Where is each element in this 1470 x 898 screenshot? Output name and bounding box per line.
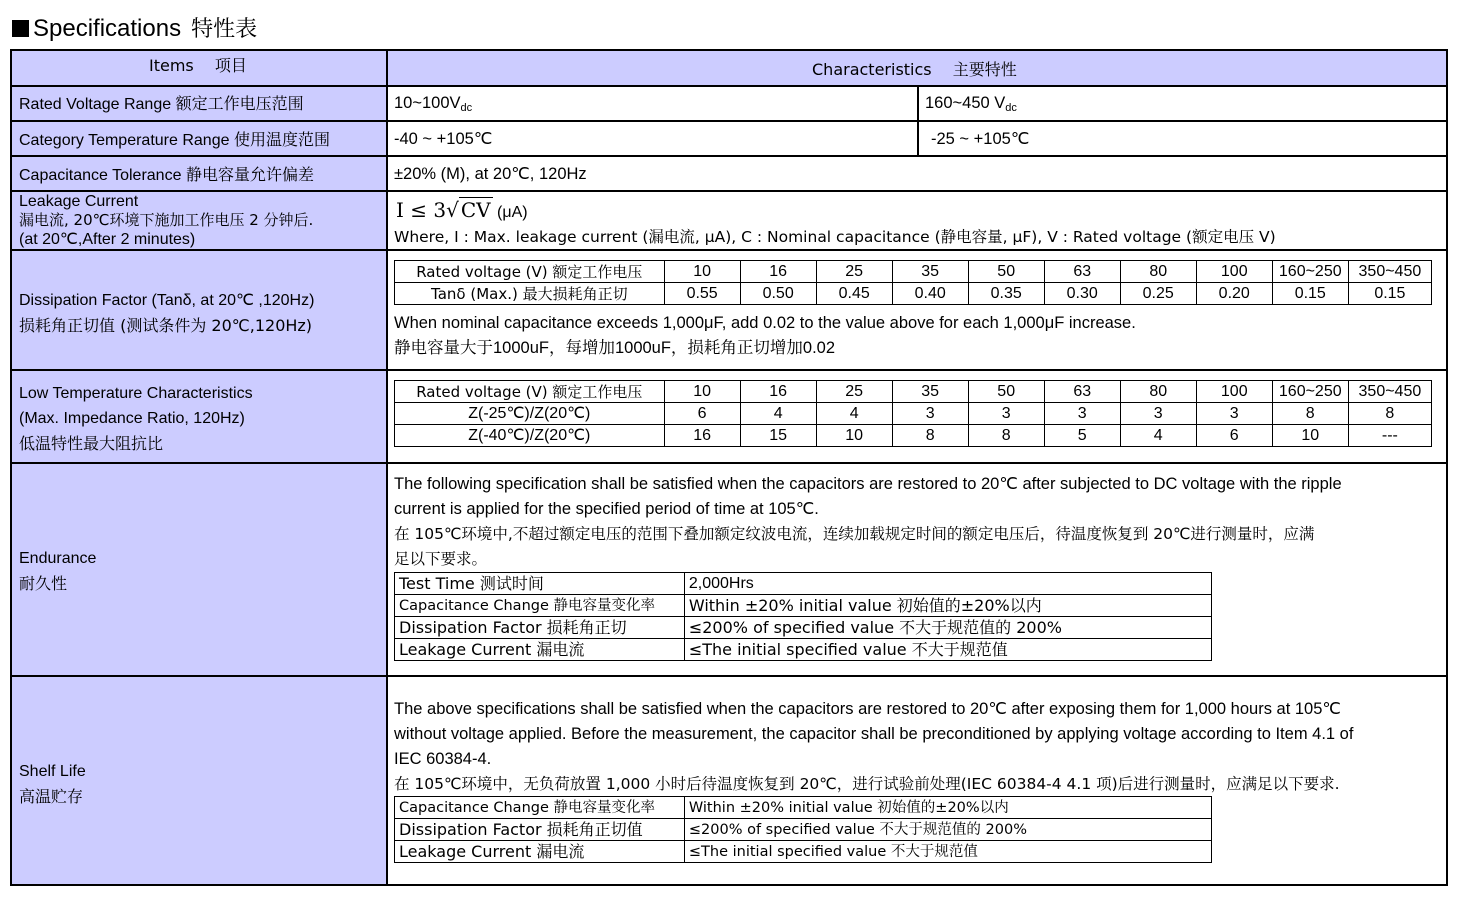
tan-cell: 0.25 xyxy=(1120,283,1196,305)
z25-cell: 8 xyxy=(1272,403,1348,425)
endurance-table xyxy=(394,572,1212,661)
shelf-value: ≤The initial specified value 不大于规范值 xyxy=(684,841,1211,863)
row-divider xyxy=(12,369,1446,371)
table-row xyxy=(395,617,1212,639)
column-divider xyxy=(386,51,388,884)
category-temp-low: -40 ~ +105℃ xyxy=(394,130,493,148)
z25-header: Z(-25℃)/Z(20℃) xyxy=(395,403,665,425)
z25-cell: 4 xyxy=(816,403,892,425)
voltage-cell: 160~250 xyxy=(1272,261,1348,283)
z40-cell: 5 xyxy=(1044,425,1120,447)
z40-cell: 15 xyxy=(740,425,816,447)
z25-cell: 6 xyxy=(664,403,740,425)
rated-voltage-high: 160~450 $V_{dc}$ xyxy=(925,94,1017,114)
voltage-cell: 63 xyxy=(1044,261,1120,283)
voltage-cell: 63 xyxy=(1044,381,1120,403)
table-row xyxy=(395,283,1432,305)
spec-table xyxy=(10,49,1448,886)
dissipation-label: Dissipation Factor (Tanδ, at 20℃ ,120Hz) 损耗角正切值 (测试条件为 20℃,120Hz) xyxy=(19,292,315,335)
dissipation-voltage-header: Rated voltage (V) 额定工作电压 xyxy=(395,261,665,283)
z40-cell: 8 xyxy=(968,425,1044,447)
low-temp-voltage-header: Rated voltage (V) 额定工作电压 xyxy=(395,381,665,403)
title-en: Specifications xyxy=(33,15,182,42)
dissipation-tan-header: Tanδ (Max.) 最大损耗角正切 xyxy=(395,283,665,305)
category-temp-high: -25 ~ +105℃ xyxy=(931,130,1030,148)
shelf-key: Leakage Current 漏电流 xyxy=(395,841,685,863)
voltage-cell: 80 xyxy=(1120,261,1196,283)
rated-voltage-label: Rated Voltage Range 额定工作电压范围 xyxy=(19,94,304,113)
tan-cell: 0.15 xyxy=(1348,283,1431,305)
cap-tolerance-value: ±20% (M), at 20℃, 120Hz xyxy=(394,165,587,183)
table-row xyxy=(395,425,1432,447)
z25-cell: 3 xyxy=(1044,403,1120,425)
cap-tolerance-label: Capacitance Tolerance 静电容量允许偏差 xyxy=(19,165,314,184)
voltage-cell: 10 xyxy=(664,381,740,403)
shelf-label: Shelf Life 高温贮存 xyxy=(19,763,86,806)
z25-cell: 4 xyxy=(740,403,816,425)
tan-cell: 0.40 xyxy=(892,283,968,305)
endurance-key: Capacitance Change 静电容量变化率 xyxy=(395,595,685,617)
shelf-table xyxy=(394,796,1212,863)
voltage-cell: 35 xyxy=(892,381,968,403)
shelf-key: Capacitance Change 静电容量变化率 xyxy=(395,797,685,819)
square-bullet-icon xyxy=(12,20,29,37)
rated-voltage-low: $10\sim 100V_{dc}$ xyxy=(394,94,473,114)
z25-cell: 3 xyxy=(892,403,968,425)
z25-cell: 3 xyxy=(1120,403,1196,425)
header-characteristics: Characteristics 主要特性 xyxy=(812,60,1017,79)
shelf-text: The above specifications shall be satisfied when the capacitors are restored to 20℃ after exposing them for 1,000 hours at 105℃ without voltage applied. Before the measurement, the capacitor shall be preconditioned by applying voltage according to Item 4.1 of IEC 60384-4. 在 105℃环境中，无负荷放置 1,000 小时后待温度恢复到 20℃，进行试验前处理(IEC 60384-4 4.1 项)后进行测量时，应满足以下要求. xyxy=(394,700,1354,793)
shelf-value: ≤200% of specified value 不大于规范值的 200% xyxy=(684,819,1211,841)
voltage-cell: 50 xyxy=(968,261,1044,283)
table-row xyxy=(395,797,1212,819)
endurance-value: 2,000Hrs xyxy=(684,573,1211,595)
voltage-cell: 50 xyxy=(968,381,1044,403)
z40-cell: 16 xyxy=(664,425,740,447)
z40-cell: 10 xyxy=(816,425,892,447)
z40-cell: 10 xyxy=(1272,425,1348,447)
leakage-formula: I ≤ 3√ CV (μA) xyxy=(396,198,528,222)
z40-cell: 4 xyxy=(1120,425,1196,447)
tan-cell: 0.30 xyxy=(1044,283,1120,305)
table-row xyxy=(395,261,1432,283)
row-divider xyxy=(12,249,1446,251)
endurance-key: Leakage Current 漏电流 xyxy=(395,639,685,661)
voltage-cell: 25 xyxy=(816,381,892,403)
dissipation-note: When nominal capacitance exceeds 1,000μF, add 0.02 to the value above for each 1,000μF increase. 静电容量大于1000uF，每增加1000uF，损耗角正切增加0.02 xyxy=(394,314,1136,357)
low-temp-table xyxy=(394,380,1432,447)
voltage-cell: 100 xyxy=(1196,381,1272,403)
endurance-value: Within ±20% initial value 初始值的±20%以内 xyxy=(684,595,1211,617)
dissipation-table xyxy=(394,260,1432,305)
voltage-cell: 350~450 xyxy=(1348,381,1431,403)
row-divider xyxy=(12,155,1446,157)
shelf-value: Within ±20% initial value 初始值的±20%以内 xyxy=(684,797,1211,819)
voltage-cell: 25 xyxy=(816,261,892,283)
z25-cell: 3 xyxy=(968,403,1044,425)
z40-header: Z(-40℃)/Z(20℃) xyxy=(395,425,665,447)
z40-cell: 8 xyxy=(892,425,968,447)
endurance-key: Test Time 测试时间 xyxy=(395,573,685,595)
table-row xyxy=(395,381,1432,403)
table-row xyxy=(395,573,1212,595)
voltage-cell: 160~250 xyxy=(1272,381,1348,403)
voltage-cell: 16 xyxy=(740,261,816,283)
endurance-key: Dissipation Factor 损耗角正切 xyxy=(395,617,685,639)
voltage-cell: 16 xyxy=(740,381,816,403)
row-divider xyxy=(12,462,1446,464)
table-row xyxy=(395,639,1212,661)
split-divider xyxy=(917,85,919,157)
tan-cell: 0.55 xyxy=(664,283,740,305)
table-row xyxy=(395,595,1212,617)
endurance-text: The following specification shall be satisfied when the capacitors are restored to 20℃ after subjected to DC voltage with the ripple current is applied for the specified period of time at 105℃. 在 105℃环境中,不超过额定电压的范围下叠加额定纹波电流，连续加载规定时间的额定电压后，待温度恢复到 20℃进行测量时，应满 足以下要求。 xyxy=(394,475,1342,568)
endurance-value: ≤The initial specified value 不大于规范值 xyxy=(684,639,1211,661)
voltage-cell: 10 xyxy=(664,261,740,283)
z40-cell: 6 xyxy=(1196,425,1272,447)
table-row xyxy=(395,403,1432,425)
header-items: Items 项目 xyxy=(149,56,247,75)
endurance-value: ≤200% of specified value 不大于规范值的 200% xyxy=(684,617,1211,639)
leakage-label: Leakage Current 漏电流, 20℃环境下施加工作电压 2 分钟后. (at 20℃,After 2 minutes) xyxy=(19,193,314,248)
page-title xyxy=(12,14,257,45)
table-row xyxy=(395,819,1212,841)
tan-cell: 0.15 xyxy=(1272,283,1348,305)
low-temp-label: Low Temperature Characteristics (Max. Impedance Ratio, 120Hz) 低温特性最大阻抗比 xyxy=(19,385,253,453)
z25-cell: 8 xyxy=(1348,403,1431,425)
voltage-cell: 35 xyxy=(892,261,968,283)
tan-cell: 0.50 xyxy=(740,283,816,305)
category-temp-label: Category Temperature Range 使用温度范围 xyxy=(19,130,330,149)
row-divider xyxy=(12,675,1446,677)
voltage-cell: 80 xyxy=(1120,381,1196,403)
tan-cell: 0.45 xyxy=(816,283,892,305)
z40-cell: --- xyxy=(1348,425,1431,447)
voltage-cell: 100 xyxy=(1196,261,1272,283)
z25-cell: 3 xyxy=(1196,403,1272,425)
tan-cell: 0.20 xyxy=(1196,283,1272,305)
tan-cell: 0.35 xyxy=(968,283,1044,305)
leakage-where: Where, I : Max. leakage current (漏电流, μA), C : Nominal capacitance (静电容量, μF), V : Rated voltage (额定电压 V) xyxy=(394,228,1276,246)
voltage-cell: 350~450 xyxy=(1348,261,1431,283)
shelf-key: Dissipation Factor 损耗角正切值 xyxy=(395,819,685,841)
title-zh: 特性表 xyxy=(191,17,258,42)
row-divider xyxy=(12,120,1446,122)
table-row xyxy=(395,841,1212,863)
endurance-label: Endurance 耐久性 xyxy=(19,550,97,593)
